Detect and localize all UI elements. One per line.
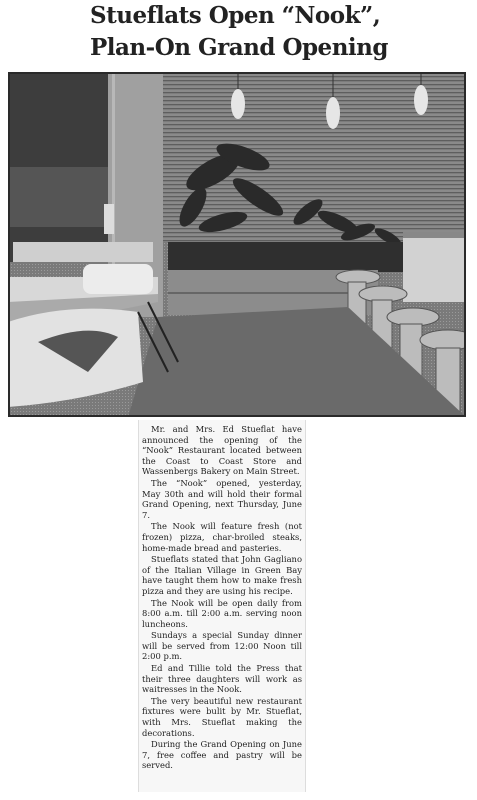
restaurant-interior-photo [8,72,466,417]
article-paragraph: Mr. and Mrs. Ed Stueflat have announced the opening of the “Nook” Restaurant located between the Coast to Coast Store and Wassenbergs Bakery on Main Street. [142,424,302,477]
pendant-lamp [326,97,340,129]
article-paragraph: The Nook will be open daily from 8:00 a.m. till 2:00 a.m. serving noon luncheons. [142,597,302,629]
headline-line-1: Stueflats Open “Nook”, [90,2,381,29]
article-paragraph: The very beautiful new restaurant fixtures were bulit by Mr. Stueflat, with Mrs. Stueflat making the decorations. [142,695,302,738]
article-paragraph: Sundays a special Sunday dinner will be served from 12:00 Noon till 2:00 p.m. [142,630,302,662]
article-paragraph: Stueflats stated that John Gagliano of the Italian Village in Green Bay have taught them how to make fresh pizza and they are using his recipe. [142,554,302,596]
headline [90,0,420,64]
article-paragraph: During the Grand Opening on June 7, free coffee and pastry will be served. [142,739,302,771]
article-body [138,420,306,792]
article-paragraph: The “Nook” opened, yesterday, May 30th and will hold their formal Grand Opening, next Thursday, June 7. [142,477,302,520]
pendant-lamp [414,85,428,115]
pendant-lamp [231,89,245,119]
article-paragraph: Ed and Tillie told the Press that their three daughters will work as waitresses in the Nook. [142,663,302,695]
article-paragraph: The Nook will feature fresh (not frozen) pizza, char-broiled steaks, home-made bread and pasteries. [142,521,302,553]
headline-line-2: Plan-On Grand Opening [90,34,388,61]
